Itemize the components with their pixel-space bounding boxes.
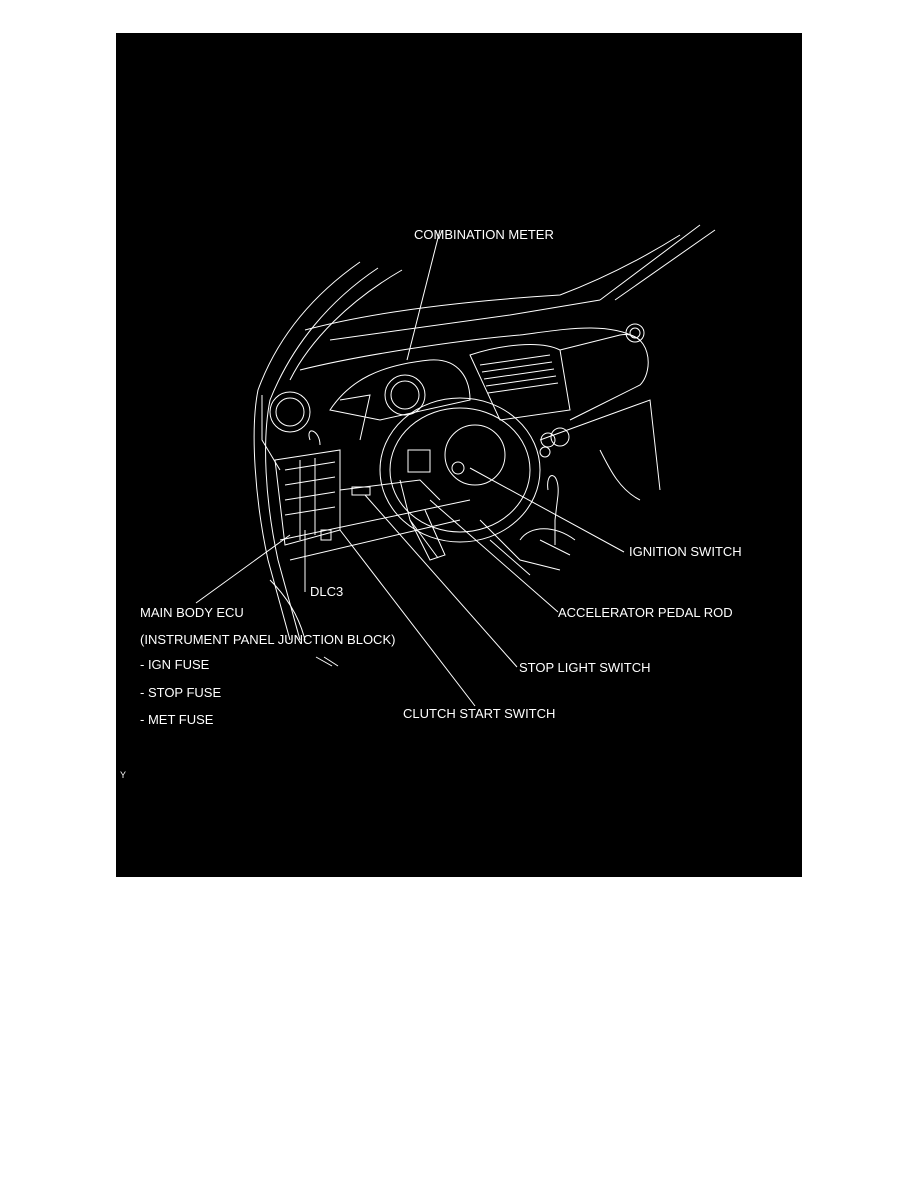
label-main-body-ecu: MAIN BODY ECU bbox=[140, 605, 244, 620]
label-stop-light-switch: STOP LIGHT SWITCH bbox=[519, 660, 651, 675]
corner-mark: Y bbox=[120, 770, 127, 780]
label-stop-fuse: - STOP FUSE bbox=[140, 685, 222, 700]
label-instrument-panel-junction-block: (INSTRUMENT PANEL JUNCTION BLOCK) bbox=[140, 632, 396, 647]
label-ignition-switch: IGNITION SWITCH bbox=[629, 544, 742, 559]
label-combination-meter: COMBINATION METER bbox=[414, 227, 554, 242]
label-met-fuse: - MET FUSE bbox=[140, 712, 214, 727]
label-ign-fuse: - IGN FUSE bbox=[140, 657, 210, 672]
label-dlc3: DLC3 bbox=[310, 584, 344, 599]
label-clutch-start-switch: CLUTCH START SWITCH bbox=[403, 706, 556, 721]
label-accelerator-pedal-rod: ACCELERATOR PEDAL ROD bbox=[558, 605, 733, 620]
